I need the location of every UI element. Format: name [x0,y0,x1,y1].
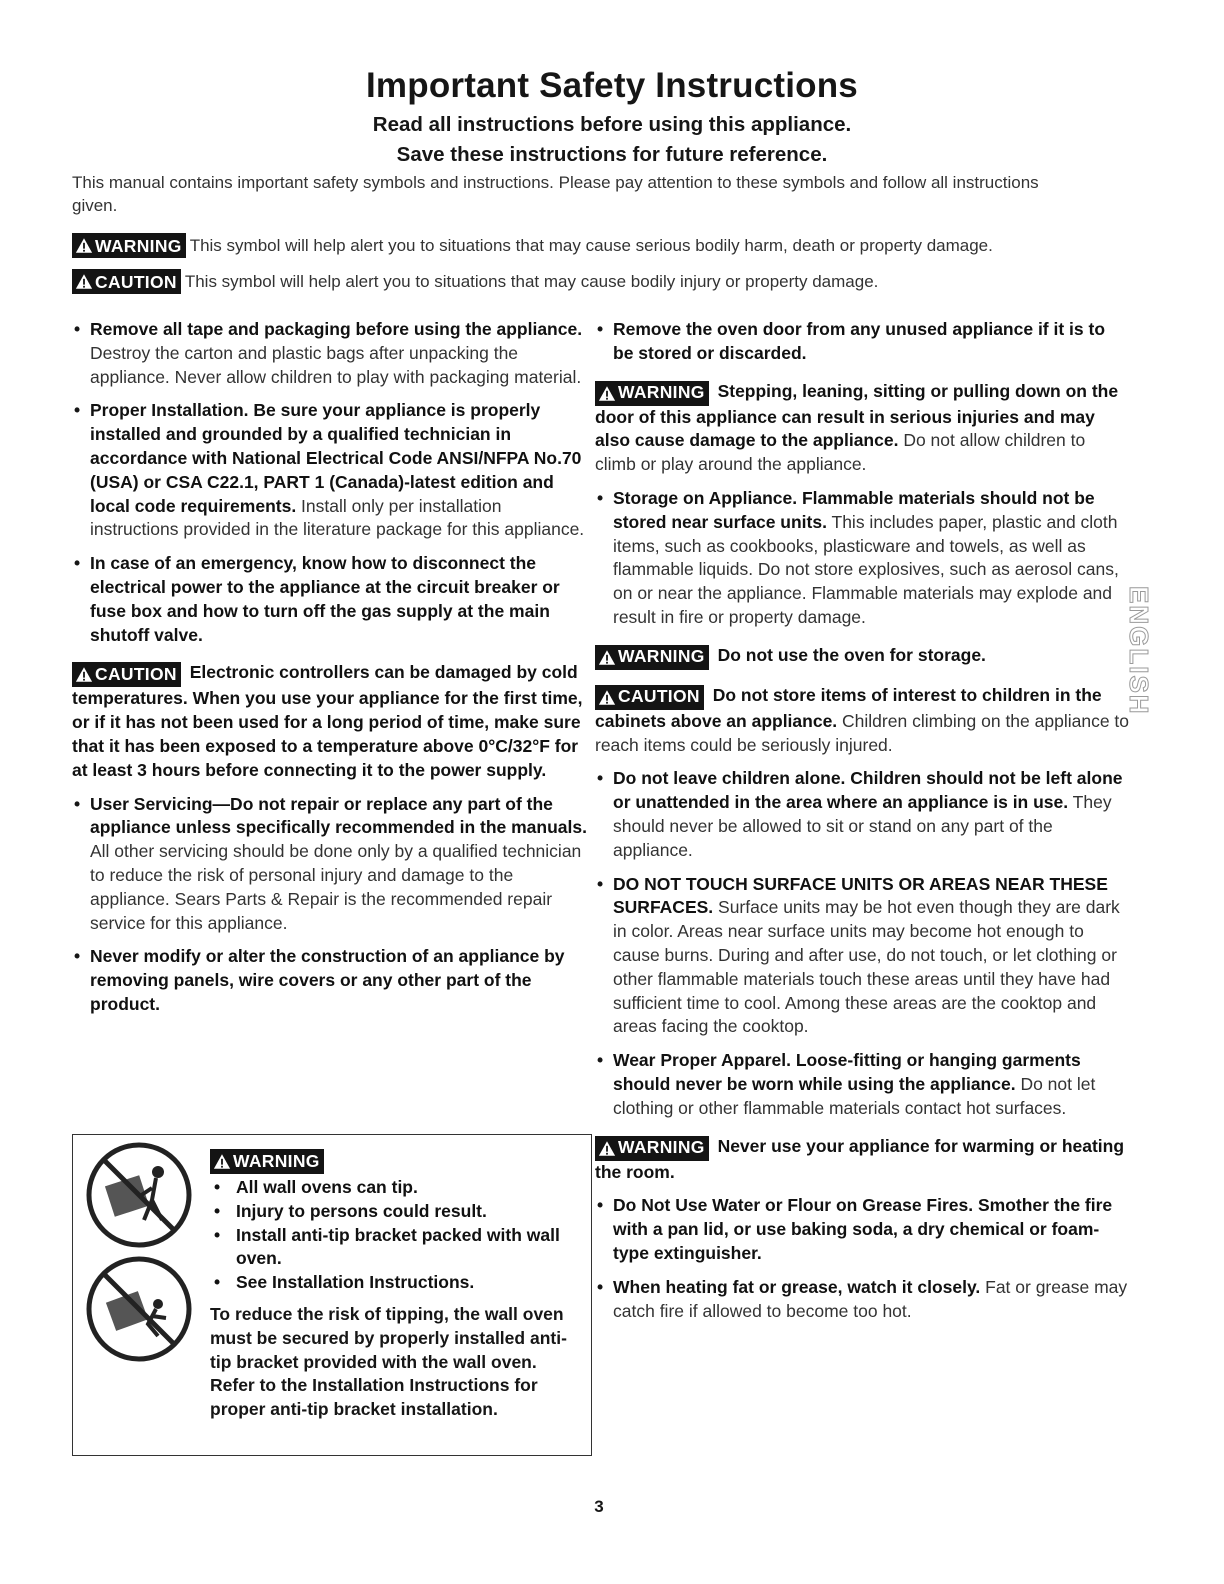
subtitle-save: Save these instructions for future reference. [396,143,828,166]
caution-badge-label: CAUTION [618,686,700,707]
legend-warning [72,233,1182,258]
warning-badge-label: WARNING [618,1137,705,1158]
legend-caution [72,269,1182,294]
item-bold: User Servicing—Do not repair or replace any part of the appliance unless specifically recommended in the manuals. [90,793,587,838]
item-bold: Do not leave children alone. Children should not be left alone or unattended in the area where an appliance is in use. [613,768,1123,813]
side-language-label [1112,580,1160,730]
oven-tip-prohibited-icon [82,1138,196,1252]
warning-text-bold: Stepping, leaning, sitting or pulling down on the door of this appliance can result in serious injuries and may also cause damage to the appliance. [595,380,1119,451]
caution-block [595,684,1130,758]
caution-badge [595,685,704,710]
alert-triangle-icon [598,689,616,706]
caution-block [72,661,587,782]
warning-badge-label: WARNING [618,382,705,403]
warning-badge-label: WARNING [95,235,182,256]
item-bold: Wear Proper Apparel. Loose-fitting or hanging garments should never be worn while using the appliance. [613,1050,1081,1094]
item-text: Install only per installation instructions provided in the literature package for this appliance. [90,495,585,540]
list-item [72,945,587,1016]
list-item: • All wall ovens can tip. [210,1176,586,1200]
intro-paragraph: This manual contains important safety symbols and instructions. Please pay attention to these symbols and follow all instructions given. [72,173,1039,215]
item-text: Fat or grease may catch fire if allowed to become too hot. [613,1276,1128,1321]
list-item: • See Installation Instructions. [210,1271,586,1295]
item-bold: Never modify or alter the construction of an appliance by removing panels, wire covers or any other part of the product. [90,946,565,1014]
alert-triangle-icon [75,237,93,254]
legend-warning-text: This symbol will help alert you to situations that may cause serious bodily harm, death or property damage. [189,235,993,255]
warning-badge [595,381,709,406]
alert-triangle-icon [598,385,616,402]
item-text: All other servicing should be done only by a qualified technician to reduce the risk of personal injury and damage to the appliance. Sears Parts & Repair is the recommended repair service for this appliance. [90,841,582,933]
right-column [595,318,1130,1333]
warning-badge [595,1136,709,1161]
item-bold: DO NOT TOUCH SURFACE UNITS OR AREAS NEAR THESE SURFACES. [613,873,1108,918]
subtitle-read-all: Read all instructions before using this appliance. [372,113,852,136]
warning-text-bold: Never use your appliance for warming or heating the room. [595,1135,1125,1182]
list-item [72,399,587,542]
warning-text-bold: Do not use the oven for storage. [717,644,986,665]
item-text: This includes paper, plastic and cloth items, such as cookbooks, plasticware and towels, as well as flammable liquids. Do not store explosives, such as aerosol cans, on or near the appliance. Flammable materials may explode and result in fire or property damage. [613,511,1119,627]
item-bold: Proper Installation. Be sure your appliance is properly installed and grounded by a qualified technician in accordance with National Electrical Code ANSI/NFPA No.70 (USA) or CSA C22.1, PART 1 (Canada)-latest edition and local code requirements. [90,400,582,516]
warning-text: Do not allow children to climb or play around the appliance. [595,430,1086,475]
list-item: • Injury to persons could result. [210,1200,586,1224]
caution-badge-label: CAUTION [95,663,177,684]
warning-badge-label: WARNING [618,646,705,667]
side-label-text: ENGLISH [1124,586,1154,716]
left-column [72,318,587,1027]
list-item: • Install anti-tip bracket packed with wall oven. [210,1224,586,1272]
page-number: 3 [594,1497,604,1516]
warning-badge [595,645,709,670]
child-tip-prohibited-icon [82,1252,196,1366]
warning-badge-label: WARNING [233,1151,320,1171]
item-bold: Do Not Use Water or Flour on Grease Fires. Smother the fire with a pan lid, or use baking soda, a dry chemical or foam-type extinguisher. [613,1195,1113,1263]
item-bold: Storage on Appliance. Flammable materials should not be stored near surface units. [613,487,1095,532]
caution-text: Children climbing on the appliance to reach items could be seriously injured. [595,710,1130,755]
list-item [595,487,1130,630]
warning-badge [210,1149,324,1174]
legend-caution-text: This symbol will help alert you to situations that may cause bodily injury or property damage. [184,271,879,291]
item-text: Do not let clothing or other flammable materials contact hot surfaces. [613,1073,1096,1118]
list-item [595,1049,1130,1120]
warning-box-paragraph: To reduce the risk of tipping, the wall oven must be secured by properly installed anti-tip bracket provided with the wall oven. Refer to the Installation Instructions for proper anti-tip bracket installation. [210,1304,567,1420]
warning-block [595,1135,1130,1185]
item-text: They should never be allowed to sit or stand on any part of the appliance. [613,792,1112,860]
item-bold: In case of an emergency, know how to disconnect the electrical power to the appliance at the circuit breaker or fuse box and how to turn off the gas supply at the main shutoff valve. [90,553,560,645]
warning-box-list [210,1176,586,1295]
list-item [595,873,1130,1040]
alert-triangle-icon [75,666,93,683]
list-item [595,318,1130,366]
list-item [595,1276,1130,1324]
item-bold: Remove the oven door from any unused appliance if it is to be stored or discarded. [613,319,1106,363]
item-bold: Remove all tape and packaging before using the appliance. [90,319,583,339]
warning-block [595,644,1130,670]
list-item [72,552,587,647]
caution-badge [72,269,181,294]
alert-triangle-icon [598,1140,616,1157]
item-bold: When heating fat or grease, watch it closely. [613,1276,981,1297]
warning-block [595,380,1130,477]
alert-triangle-icon [598,649,616,666]
alert-triangle-icon [213,1153,231,1170]
list-item [72,793,587,936]
warning-badge [72,233,186,258]
caution-text: Electronic controllers can be damaged by cold temperatures. When you use your appliance for the first time, or if it has not been used for a long period of time, make sure that it has been exposed to a temperature above 0°C/32°F for at least 3 hours before connecting it to the power supply. [72,662,583,780]
list-item [595,1194,1130,1265]
list-item [595,767,1130,862]
caution-badge [72,662,181,687]
item-text: Surface units may be hot even though they are dark in color. Areas near surface units may become hot enough to cause burns. During and after use, do not touch, or let clothing or other flammable materials touch these areas until they have had sufficient time to cool. Among these areas are the cooktop and areas facing the cooktop. [613,897,1120,1037]
list-item [72,318,587,389]
item-text: Destroy the carton and plastic bags after unpacking the appliance. Never allow children to play with packaging material. [90,342,582,387]
page-title: Important Safety Instructions [366,66,858,105]
alert-triangle-icon [75,273,93,290]
caution-text-bold: Do not store items of interest to children in the cabinets above an appliance. [595,684,1102,731]
caution-badge-label: CAUTION [95,271,177,292]
